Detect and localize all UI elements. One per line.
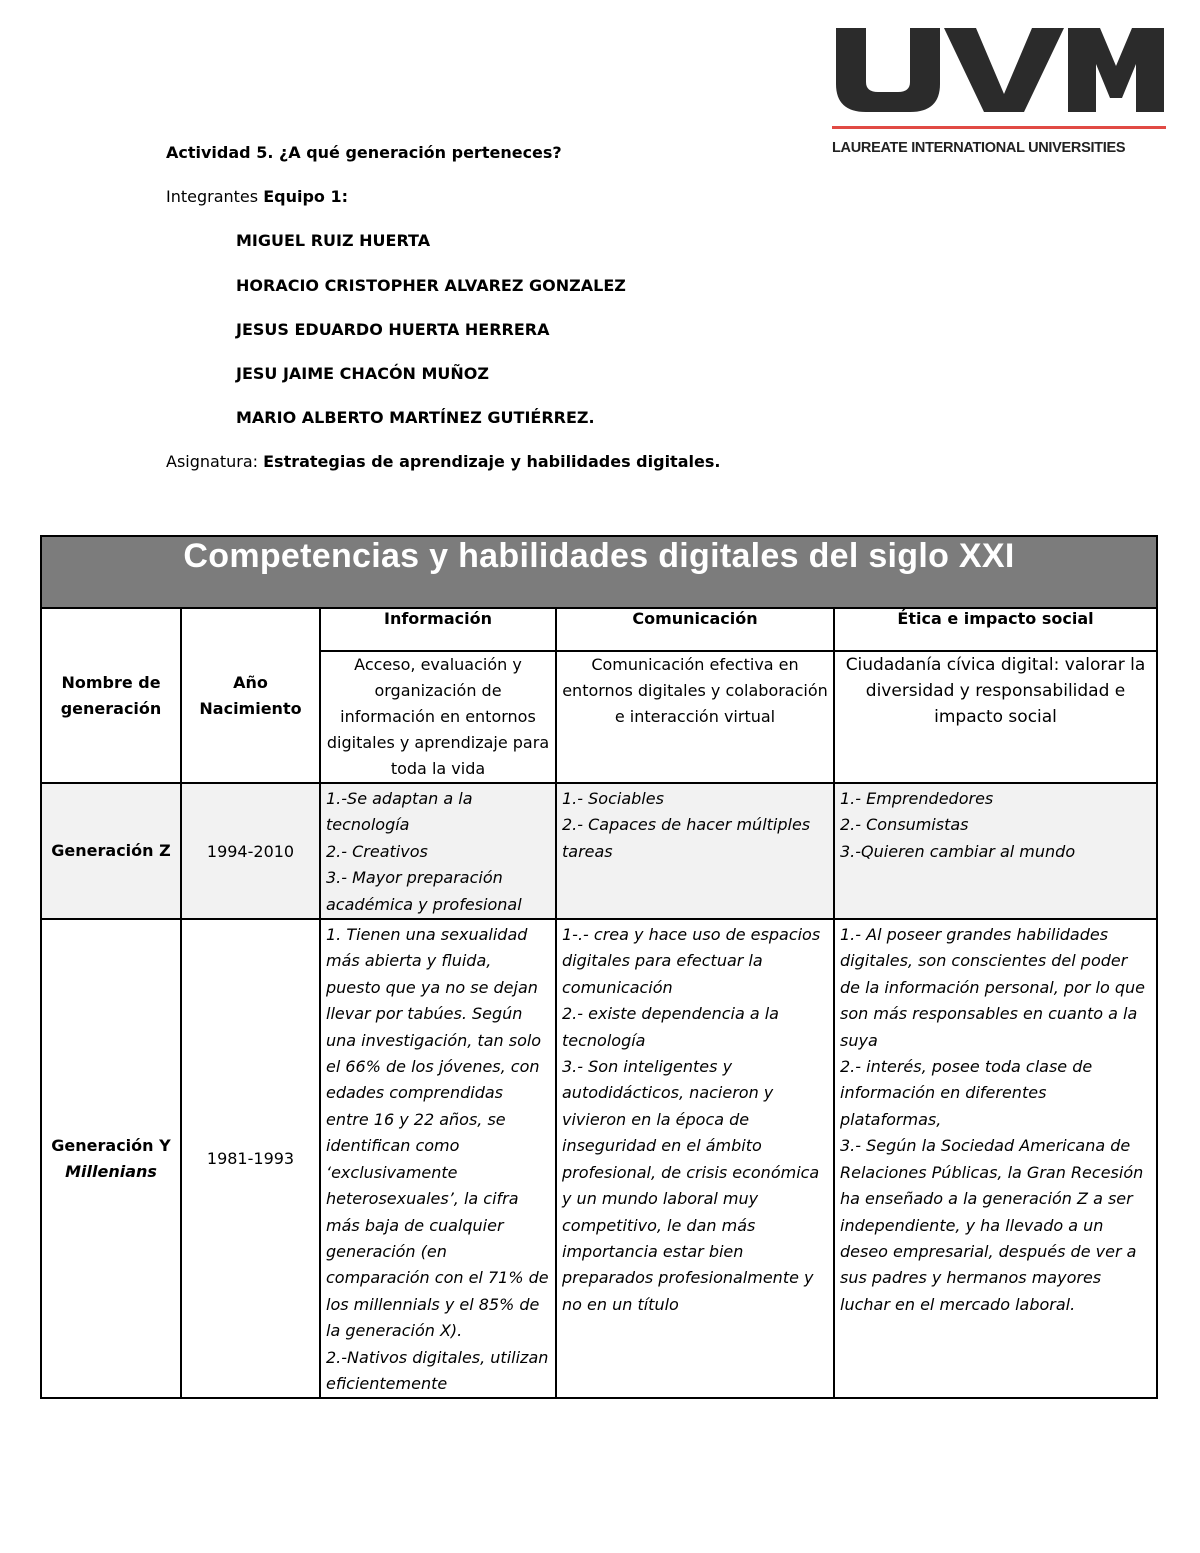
- generation-name: Generación Y: [51, 1135, 171, 1155]
- activity-title: Actividad 5. ¿A qué generación perteneces?: [166, 143, 562, 162]
- table-row: [41, 783, 1157, 919]
- generation-name: Generación Z: [41, 783, 181, 919]
- ethics-traits: 1.- Al poseer grandes habilidades digitales, son conscientes del poder de la información personal, por lo que son más responsables en cuanto a la suya 2.- interés, posee toda clase de información en diferentes plataformas, 3.- Según la Sociedad Americana de Relaciones Públicas, la Gran Recesión ha enseñado a la generación Z a ser independiente, y ha llevado a un deseo empresarial, después de ver a sus padres y hermanos mayores luchar en el mercado laboral.: [834, 919, 1157, 1398]
- col-info-desc: Acceso, evaluación y organización de información en entornos digitales y aprendizaje para toda la vida: [320, 651, 556, 783]
- member-name: MIGUEL RUIZ HUERTA: [236, 231, 431, 250]
- logo-subtitle: LAUREATE INTERNATIONAL UNIVERSITIES: [832, 140, 1126, 156]
- col-ethics-desc: Ciudadanía cívica digital: valorar la diversidad y responsabilidad e impacto social: [834, 651, 1157, 783]
- member-name: HORACIO CRISTOPHER ALVAREZ GONZALEZ: [236, 276, 626, 295]
- ethics-traits: 1.- Emprendedores 2.- Consumistas 3.-Quieren cambiar al mundo: [834, 783, 1157, 919]
- competencies-table: [40, 535, 1158, 1399]
- subject-label: Asignatura:: [166, 452, 264, 471]
- uvm-logo-mark: [832, 22, 1168, 122]
- birth-years: 1994-2010: [181, 783, 320, 919]
- col-comm-header: Comunicación: [556, 608, 834, 651]
- member-name: MARIO ALBERTO MARTÍNEZ GUTIÉRREZ.: [236, 408, 595, 427]
- team-name: Equipo 1:: [263, 187, 349, 206]
- info-traits: 1.-Se adaptan a la tecnología 2.- Creativos 3.- Mayor preparación académica y profesional: [320, 783, 556, 919]
- logo-rule: [832, 126, 1166, 129]
- generation-alias: Millenians: [65, 1161, 157, 1181]
- subject-name: Estrategias de aprendizaje y habilidades digitales.: [263, 452, 721, 471]
- table-row: [41, 919, 1157, 1398]
- member-name: JESU JAIME CHACÓN MUÑOZ: [236, 364, 490, 383]
- member-name: JESUS EDUARDO HUERTA HERRERA: [236, 320, 550, 339]
- col-comm-desc: Comunicación efectiva en entornos digitales y colaboración e interacción virtual: [556, 651, 834, 783]
- members-label: Integrantes: [166, 187, 264, 206]
- comm-traits: 1-.- crea y hace uso de espacios digitales para efectuar la comunicación 2.- existe dependencia a la tecnología 3.- Son inteligentes y autodidácticos, nacieron y vivieron en la época de inseguridad en el ámbito profesional, de crisis económica y un mundo laboral muy competitivo, le dan más importancia estar bien preparados profesionalmente y no en un título: [556, 919, 834, 1398]
- subject-line: [166, 452, 720, 471]
- generation-cell: [41, 919, 181, 1398]
- info-traits: 1. Tienen una sexualidad más abierta y fluida, puesto que ya no se dejan llevar por tabúes. Según una investigación, tan solo el 66% de los jóvenes, con edades comprendidas entre 16 y 22 años, se identifican como ‘exclusivamente heterosexuales’, la cifra más baja de cualquier generación (en comparación con el 71% de los millennials y el 85% de la generación X). 2.-Nativos digitales, utilizan eficientemente: [320, 919, 556, 1398]
- members-line: [166, 187, 348, 206]
- col-ethics-header: Ética e impacto social: [834, 608, 1157, 651]
- col-info-header: Información: [320, 608, 556, 651]
- col-generation-header: Nombre de generación: [41, 608, 181, 783]
- col-year-header: Año Nacimiento: [181, 608, 320, 783]
- birth-years: 1981-1993: [181, 919, 320, 1398]
- uvm-logo: [832, 22, 1168, 167]
- comm-traits: 1.- Sociables 2.- Capaces de hacer múltiples tareas: [556, 783, 834, 919]
- table-title: Competencias y habilidades digitales del siglo XXI: [41, 536, 1157, 608]
